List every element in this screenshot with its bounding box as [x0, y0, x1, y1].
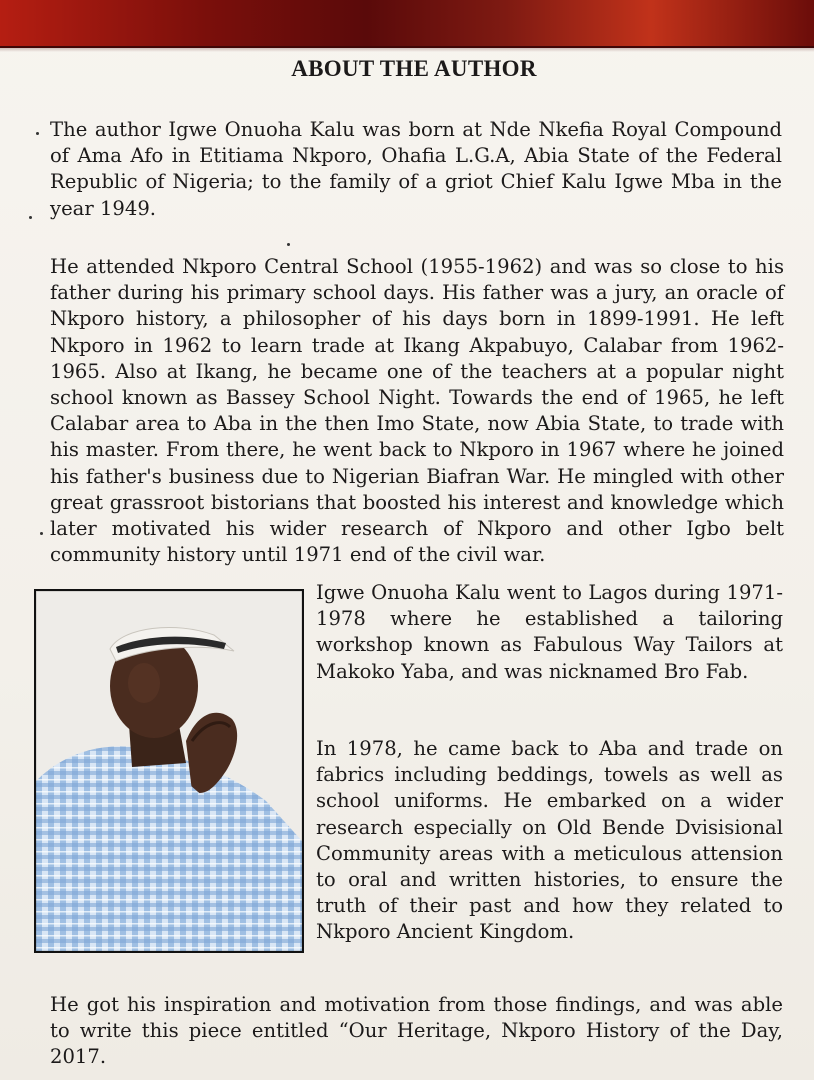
paragraph-birth: The author Igwe Onuoha Kalu was born at Nde Nkefia Royal Compound of Ama Afo in Etitiama Nkporo, Ohafia L.G.A, Abia State of the Federal Republic of Nigeria; to the family of a griot Chief Kalu Igwe Mba in the year 1949. [50, 118, 782, 220]
author-portrait-illustration [36, 591, 302, 951]
paragraph-inspiration: He got his inspiration and motivation from those findings, and was able to write this piece entitled “Our Heritage, Nkporo History of the Day, 2017. [50, 993, 783, 1069]
print-speck [29, 216, 32, 219]
print-speck [287, 243, 290, 246]
top-cover-band [0, 0, 814, 48]
paragraph-aba-research: In 1978, he came back to Aba and trade on fabrics including beddings, towels as well as school uniforms. He embarked on a wider research especially on Old Bende Dvisisional Community areas with a meticulous attension to oral and written histories, to ensure the truth of their past and how they related to Nkporo Ancient Kingdom. [316, 737, 783, 944]
paragraph-lagos: Igwe Onuoha Kalu went to Lagos during 1971-1978 where he established a tailoring workshop known as Fabulous Way Tailors at Makoko Yaba, and was nicknamed Bro Fab. [316, 581, 783, 683]
page-title: ABOUT THE AUTHOR [291, 56, 537, 81]
print-speck [40, 532, 43, 535]
paragraph-education: He attended Nkporo Central School (1955-1962) and was so close to his father during his primary school days. His father was a jury, an oracle of Nkporo history, a philosopher of his days born in 1899-1991. He left Nkporo in 1962 to learn trade at Ikang Akpabuyo, Calabar from 1962-1965. Also at Ikang, he became one of the teachers at a popular night school known as Bassey School Night. Towards the end of 1965, he left Calabar area to Aba in the then Imo State, now Abia State, to trade with his master. From there, he went back to Nkporo in 1967 where he joined his father's business due to Nigerian Biafran War. He mingled with other great grassroot bistorians that boosted his interest and knowledge which later motivated his wider research of Nkporo and other Igbo belt community history until 1971 end of the civil war. [50, 255, 784, 567]
author-photo [34, 589, 304, 953]
print-speck [36, 132, 39, 135]
